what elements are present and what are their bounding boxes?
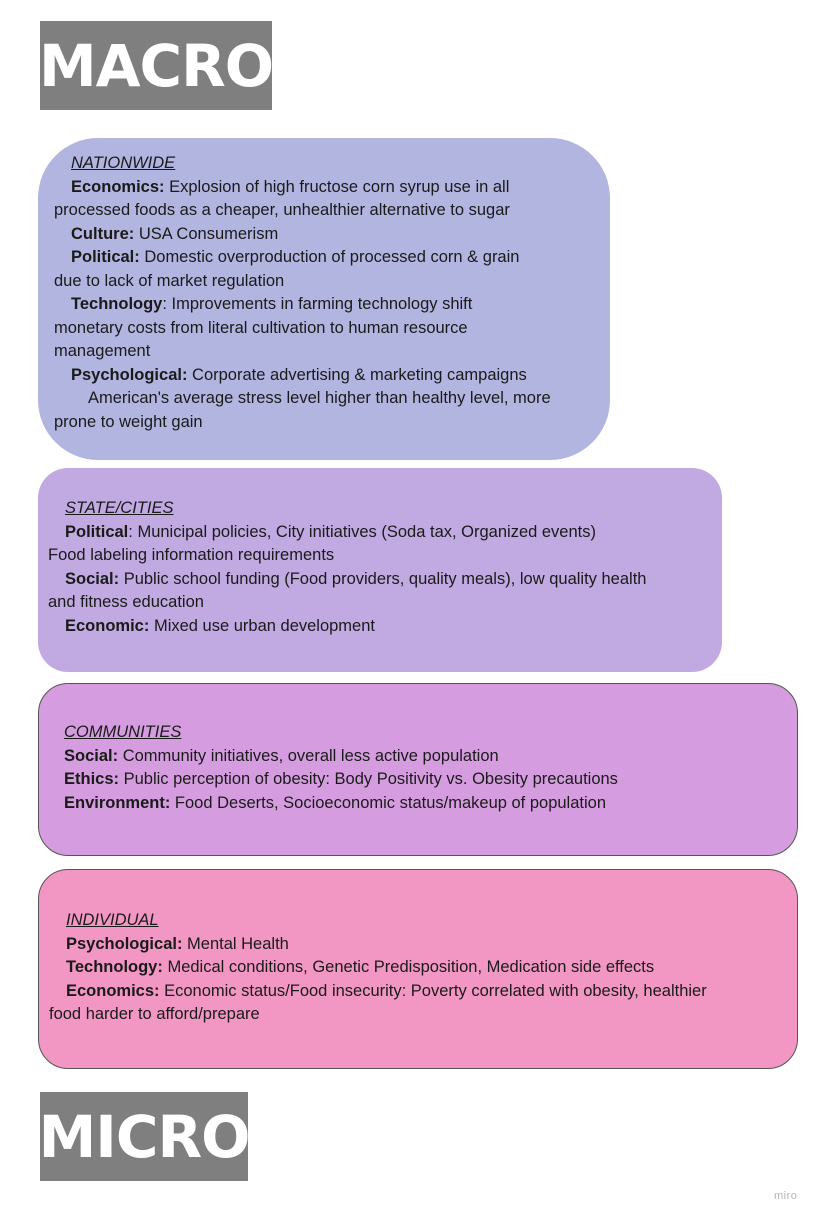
nationwide-political-text: Domestic overproduction of processed corn & grain [139,248,520,266]
nationwide-psychological [54,364,596,388]
state-political [48,521,712,545]
nationwide-psychological-text: Corporate advertising & marketing campaigns [187,365,527,384]
miro-watermark: miro [774,1190,798,1202]
nationwide-psychological-cont1: American's average stress level higher than healthy level, more [88,389,551,407]
individual-technology-label: Technology: [66,958,163,976]
state-political-text: : Municipal policies, City initiatives (Soda tax, Organized events) [128,522,596,541]
state-economic-label: Economic: [65,616,150,635]
individual-economics [49,980,787,1004]
nationwide-technology-text: : Improvements in farming technology shift [162,295,473,313]
individual-psychological-label: Psychological: [66,934,183,953]
state-economic-text: Mixed use urban development [149,616,375,635]
nationwide-technology-cont1: monetary costs from literal cultivation to human resource [54,318,468,337]
nationwide-culture-text: USA Consumerism [134,224,279,243]
state-social-label: Social: [65,569,120,588]
individual-psychological-text: Mental Health [182,934,289,953]
state-heading: STATE/CITIES [65,499,174,517]
communities-environment-label: Environment: [64,793,171,812]
communities-heading: COMMUNITIES [64,723,182,741]
communities-environment [47,792,787,816]
state-cities-card[interactable] [38,468,722,672]
individual-psychological [49,933,787,957]
individual-card[interactable] [38,869,798,1069]
state-economic [48,615,712,639]
nationwide-economics-label: Economics: [71,177,165,196]
communities-ethics [47,768,787,792]
individual-heading: INDIVIDUAL [66,911,159,929]
nationwide-culture-label: Culture: [71,224,135,243]
nationwide-economics-text: Explosion of high fructose corn syrup use in all [164,177,510,196]
communities-card[interactable] [38,683,798,856]
nationwide-technology-label: Technology [71,295,163,313]
nationwide-psychological-cont2: prone to weight gain [54,412,203,431]
nationwide-card[interactable] [38,138,610,460]
communities-ethics-label: Ethics: [64,770,120,788]
nationwide-economics-cont: processed foods as a cheaper, unhealthier alternative to sugar [54,201,510,219]
state-social-text: Public school funding (Food providers, quality meals), low quality health [119,569,647,588]
state-social-cont: and fitness education [48,593,204,611]
individual-technology [49,956,787,980]
state-political-label: Political [65,522,129,541]
micro-title [40,1092,248,1181]
nationwide-heading: NATIONWIDE [71,154,176,172]
individual-economics-label: Economics: [66,981,160,1000]
nationwide-political [54,246,596,270]
nationwide-economics [54,176,596,200]
communities-social [47,745,787,769]
communities-social-text: Community initiatives, overall less active population [118,746,499,765]
macro-title [40,21,272,110]
individual-economics-cont: food harder to afford/prepare [49,1005,260,1023]
communities-environment-text: Food Deserts, Socioeconomic status/makeup of population [170,793,606,812]
individual-economics-text: Economic status/Food insecurity: Poverty correlated with obesity, healthier [159,981,707,1000]
nationwide-psychological-label: Psychological: [71,365,188,384]
nationwide-technology-cont2: management [54,342,151,360]
state-social [48,568,712,592]
nationwide-political-label: Political: [71,248,140,266]
individual-technology-text: Medical conditions, Genetic Predisposition, Medication side effects [162,958,655,976]
micro-title-text: MICRO [38,1102,250,1171]
nationwide-culture [54,223,596,247]
state-political-cont: Food labeling information requirements [48,546,335,564]
communities-ethics-text: Public perception of obesity: Body Positivity vs. Obesity precautions [119,770,618,788]
nationwide-technology [54,293,596,317]
communities-social-label: Social: [64,746,119,765]
macro-title-text: MACRO [38,31,274,100]
nationwide-political-cont: due to lack of market regulation [54,271,285,290]
